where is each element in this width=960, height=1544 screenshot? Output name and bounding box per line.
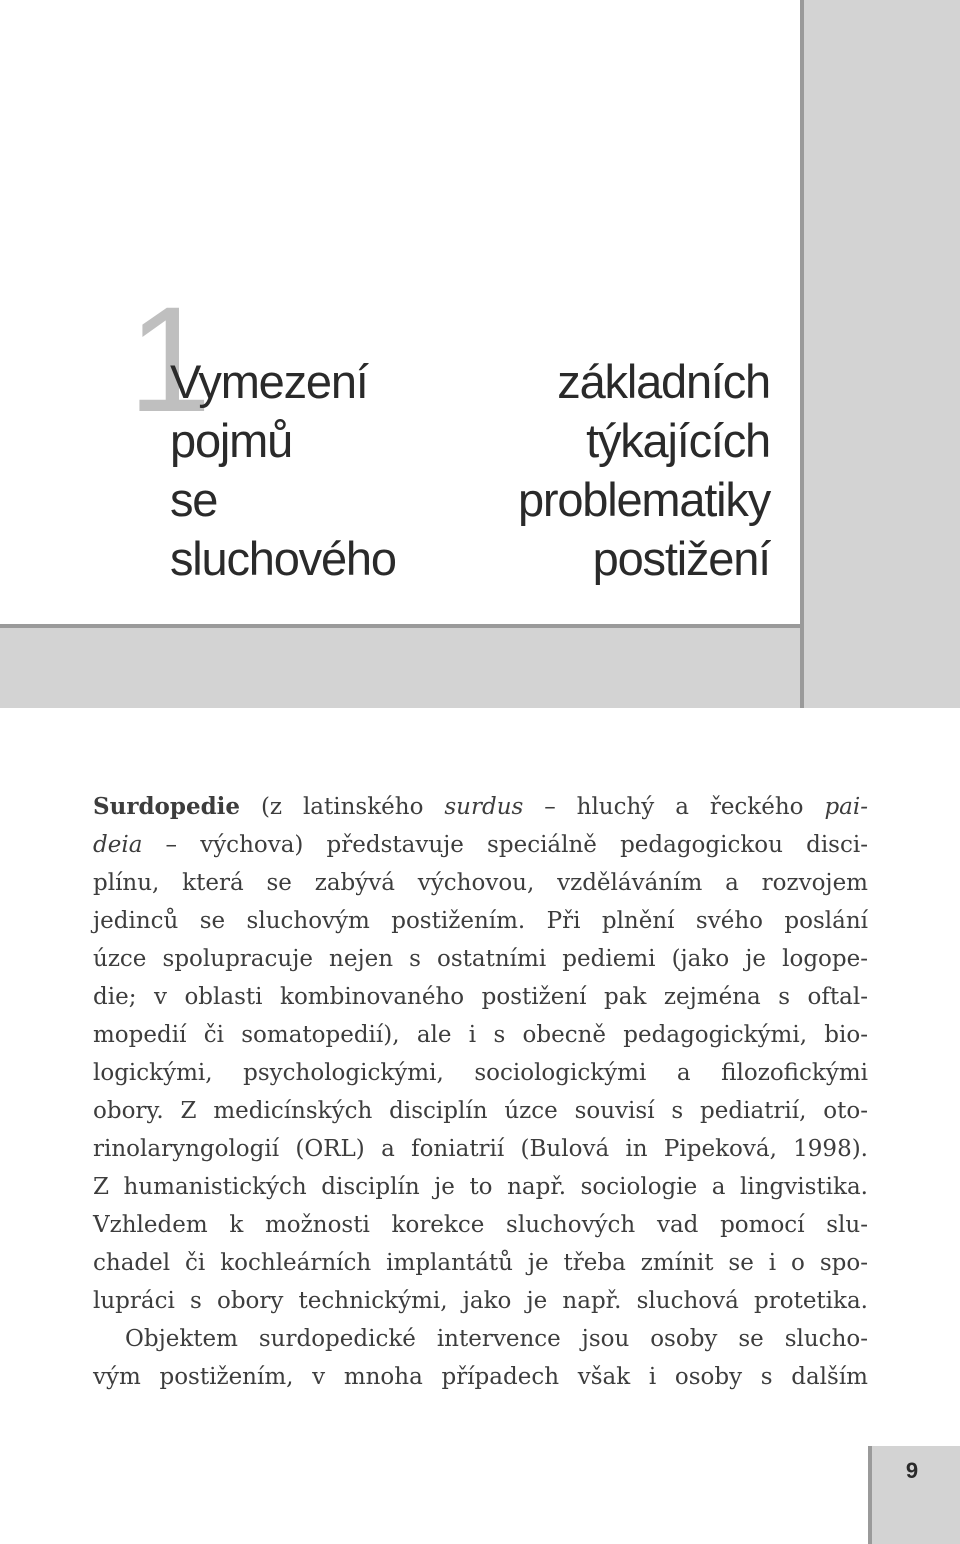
term-surdus: surdus — [444, 794, 524, 820]
chapter-title-line: Vymezení základních — [170, 355, 770, 408]
term-surdopedie: Surdopedie — [93, 793, 241, 820]
body-line: Objektem surdopedické intervence jsou osoby se slucho- — [125, 1326, 868, 1352]
body-line: Z humanistických disciplín je to např. sociologie a lingvistika. — [93, 1174, 868, 1200]
body-line: jedinců se sluchovým postižením. Při plnění svého poslání — [93, 908, 868, 934]
body-line: úzce spolupracuje nejen s ostatními pediemi (jako je logope- — [93, 946, 868, 972]
gray-side-column — [800, 0, 960, 708]
body-line: mopedií či somatopedií), ale i s obecně pedagogickými, bio- — [93, 1022, 868, 1048]
gray-header-band — [0, 624, 800, 708]
chapter-title-line: pojmů týkajících — [170, 414, 770, 467]
body-line: Vzhledem k možnosti korekce sluchových vad pomocí slu- — [93, 1212, 868, 1238]
body-line: lupráci s obory technickými, jako je např. sluchová protetika. — [93, 1288, 868, 1314]
body-line — [93, 788, 868, 826]
body-line: chadel či kochleárních implantátů je třeba zmínit se i o spo- — [93, 1250, 868, 1276]
body-line: rinolaryngologií (ORL) a foniatrií (Bulová in Pipeková, 1998). — [93, 1136, 868, 1162]
chapter-number: 1 — [128, 275, 206, 443]
body-line-text: (z latinského — [240, 794, 445, 820]
body-paragraph — [93, 788, 868, 1396]
chapter-title-line: sluchového postižení — [170, 532, 770, 585]
body-line-text: – hluchý a řeckého — [523, 794, 825, 820]
page-number-box — [868, 1446, 960, 1544]
term-paideia-end: deia — [93, 832, 143, 858]
page-number: 9 — [905, 1458, 919, 1483]
chapter-title-line: se problematiky — [170, 473, 770, 526]
term-paideia-start: pai- — [824, 794, 869, 820]
body-line: obory. Z medicínských disciplín úzce souvisí s pediatrií, oto- — [93, 1098, 868, 1124]
body-line-text: – výchova) představuje speciálně pedagogickou disci- — [142, 832, 868, 858]
body-line: vým postižením, v mnoha případech však i osoby s dalším — [93, 1364, 868, 1390]
body-line: plínu, která se zabývá výchovou, vzděláváním a rozvojem — [93, 870, 868, 896]
chapter-title — [170, 352, 770, 588]
body-line: die; v oblasti kombinovaného postižení pak zejména s oftal- — [93, 984, 868, 1010]
body-line — [93, 826, 868, 864]
body-line: logickými, psychologickými, sociologickými a filozofickými — [93, 1060, 868, 1086]
